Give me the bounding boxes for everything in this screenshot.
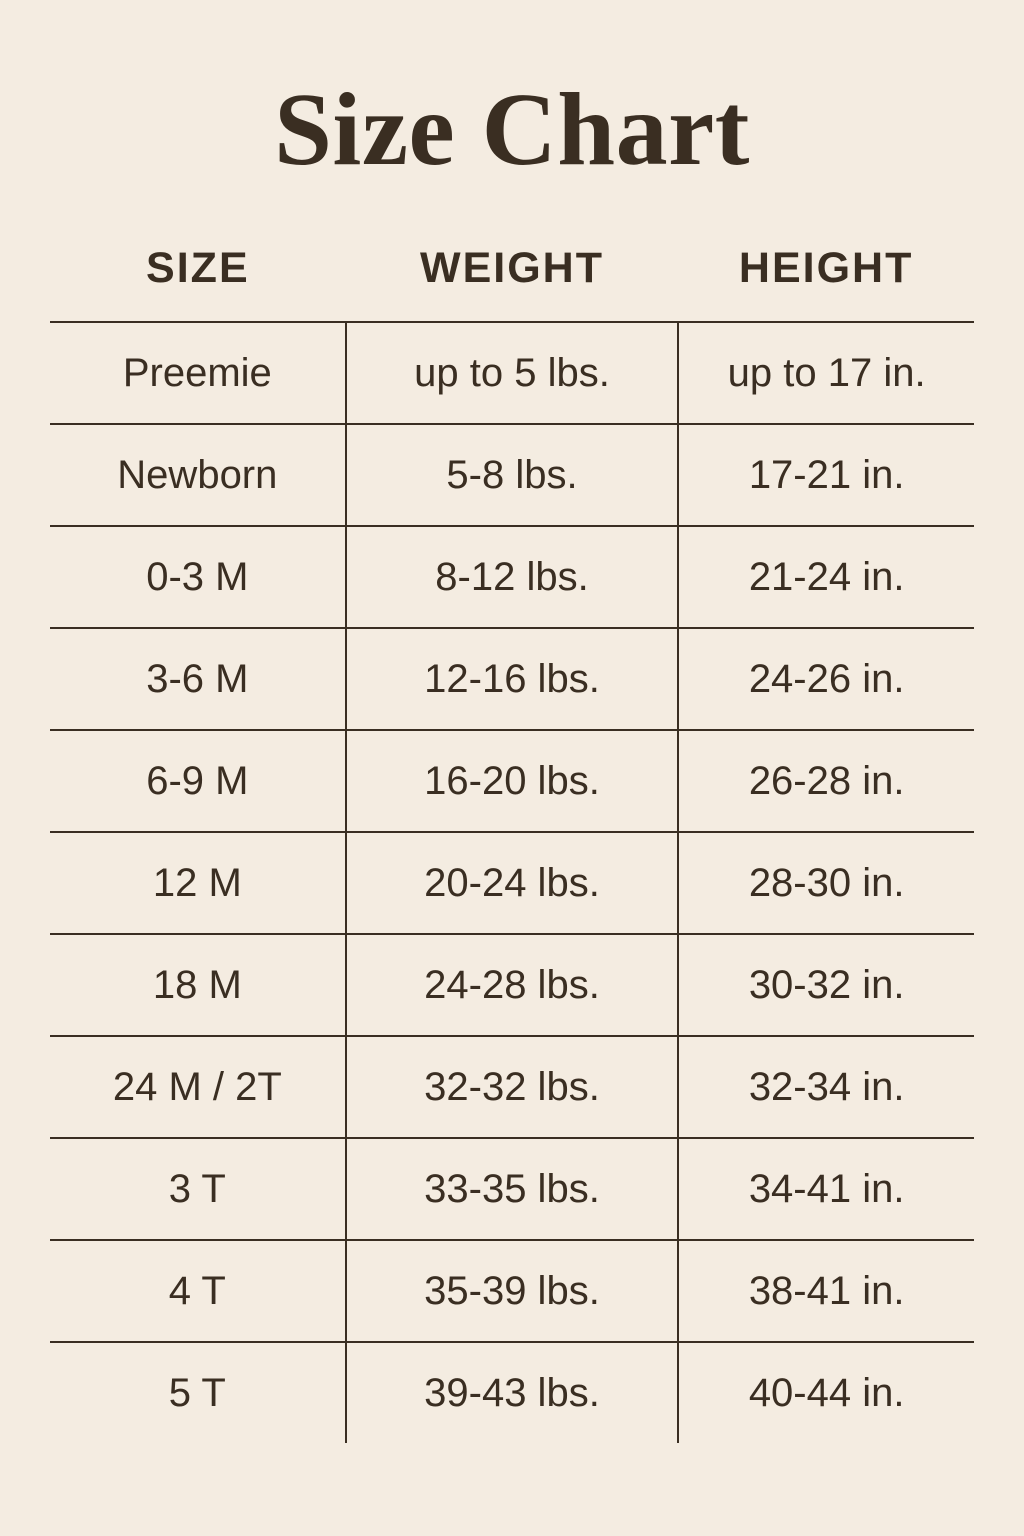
table-row — [50, 424, 974, 526]
cell-weight: 12-16 lbs. — [346, 628, 679, 730]
cell-height: 24-26 in. — [678, 628, 974, 730]
cell-height: 17-21 in. — [678, 424, 974, 526]
table-row — [50, 1342, 974, 1443]
table-row — [50, 934, 974, 1036]
table-row — [50, 1240, 974, 1342]
table-row — [50, 628, 974, 730]
cell-size: 3 T — [50, 1138, 346, 1240]
cell-weight: up to 5 lbs. — [346, 322, 679, 424]
cell-weight: 35-39 lbs. — [346, 1240, 679, 1342]
cell-weight: 5-8 lbs. — [346, 424, 679, 526]
cell-size: 0-3 M — [50, 526, 346, 628]
cell-weight: 39-43 lbs. — [346, 1342, 679, 1443]
cell-size: 24 M / 2T — [50, 1036, 346, 1138]
table-body — [50, 322, 974, 1443]
size-table — [50, 244, 974, 1443]
column-header-weight: WEIGHT — [419, 244, 604, 292]
cell-height: 26-28 in. — [678, 730, 974, 832]
cell-height: 40-44 in. — [678, 1342, 974, 1443]
cell-weight: 8-12 lbs. — [346, 526, 679, 628]
cell-size: 3-6 M — [50, 628, 346, 730]
cell-size: 4 T — [50, 1240, 346, 1342]
cell-height: 30-32 in. — [678, 934, 974, 1036]
cell-weight: 20-24 lbs. — [346, 832, 679, 934]
cell-height: 34-41 in. — [678, 1138, 974, 1240]
cell-size: 18 M — [50, 934, 346, 1036]
cell-size: Preemie — [50, 322, 346, 424]
table-row — [50, 730, 974, 832]
cell-weight: 33-35 lbs. — [346, 1138, 679, 1240]
cell-weight: 16-20 lbs. — [346, 730, 679, 832]
cell-size: 12 M — [50, 832, 346, 934]
table-row — [50, 1036, 974, 1138]
cell-size: Newborn — [50, 424, 346, 526]
cell-height: 38-41 in. — [678, 1240, 974, 1342]
cell-size: 5 T — [50, 1342, 346, 1443]
table-row — [50, 322, 974, 424]
table-row — [50, 526, 974, 628]
cell-height: up to 17 in. — [678, 322, 974, 424]
size-table-container — [50, 182, 974, 1443]
page-title: Size Chart — [274, 72, 750, 187]
cell-size: 6-9 M — [50, 730, 346, 832]
cell-weight: 24-28 lbs. — [346, 934, 679, 1036]
column-header-size: SIZE — [146, 244, 250, 292]
cell-weight: 32-32 lbs. — [346, 1036, 679, 1138]
cell-height: 28-30 in. — [678, 832, 974, 934]
table-header-row — [50, 244, 974, 322]
cell-height: 32-34 in. — [678, 1036, 974, 1138]
table-row — [50, 1138, 974, 1240]
table-header — [50, 244, 974, 322]
cell-height: 21-24 in. — [678, 526, 974, 628]
table-row — [50, 832, 974, 934]
column-header-height: HEIGHT — [738, 244, 914, 292]
